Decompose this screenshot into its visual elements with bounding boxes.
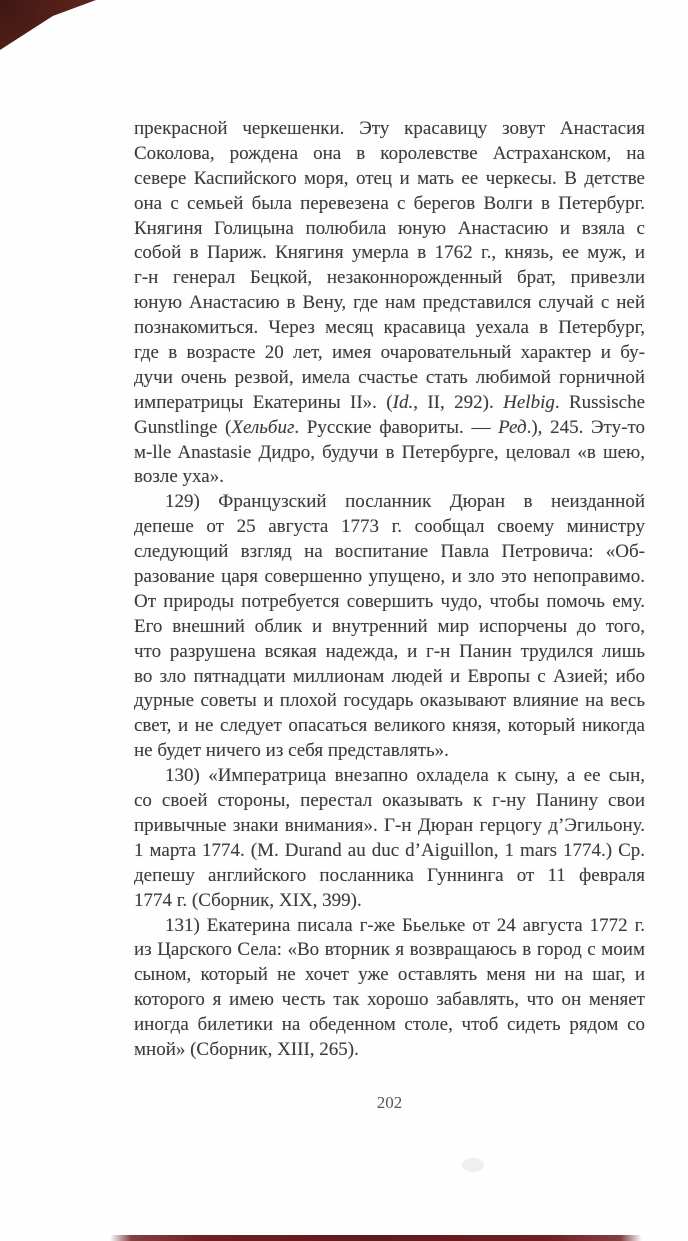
text-line	[134, 615, 645, 640]
text-segment: 1 марта 1774. (M. Durand au duc d’Aiguillon, 1 mars 1774.) Ср.	[134, 839, 645, 861]
paragraph	[134, 490, 645, 764]
text-segment: возле уха».	[134, 466, 224, 488]
text-line	[134, 764, 645, 789]
text-segment: депеше от 25 августа 1773 г. сообщал своему министру	[134, 516, 645, 538]
scan-smudge	[462, 1158, 484, 1172]
text-line	[134, 914, 645, 939]
text-line	[134, 366, 645, 391]
text-line	[134, 316, 645, 341]
text-segment: прекрасной черкешенки. Эту красавицу зовут Анастасия	[134, 118, 645, 139]
text-line	[134, 864, 645, 889]
paragraph	[134, 764, 645, 913]
text-line	[134, 540, 645, 565]
text-line	[134, 341, 645, 366]
text-segment: она с семьей была перевезена с берегов Волги в Петербург.	[134, 192, 645, 214]
text-line	[134, 565, 645, 590]
book-cover-corner	[0, 0, 96, 50]
text-segment: императрицы Екатерины II». (	[134, 391, 393, 413]
text-segment: 131) Екатерина писала г-же Бьельке от 24 августа 1772 г.	[165, 914, 645, 936]
text-line	[134, 739, 645, 764]
text-line	[134, 167, 645, 192]
text-segment: Helbig	[503, 391, 555, 413]
text-segment: которого я имею честь так хорошо забавлять, что он меняет	[134, 989, 645, 1011]
text-segment: Его внешний облик и внутренний мир испорчены до того,	[134, 615, 645, 637]
text-line	[134, 789, 645, 814]
text-segment: 1774 г. (Сборник, XIX, 399).	[134, 889, 362, 911]
text-segment: иногда билетики на обеденном столе, чтоб сидеть рядом со	[134, 1014, 645, 1036]
text-line	[134, 391, 645, 416]
text-line	[134, 142, 645, 167]
book-cover-edge	[110, 1235, 642, 1241]
text-segment: севере Каспийского моря, отец и мать ее черкесы. В детстве	[134, 167, 645, 189]
text-segment: со своей стороны, перестал оказывать к г-ну Панину свои	[134, 790, 645, 812]
text-line	[134, 217, 645, 242]
text-line	[134, 515, 645, 540]
text-segment: сыном, который не хочет уже оставлять меня ни на шаг, и	[134, 964, 645, 986]
text-segment: дурные советы и плохой государь оказывают влияние на весь	[134, 690, 645, 712]
text-line	[134, 988, 645, 1013]
text-line	[134, 266, 645, 291]
text-segment: юную Анастасию в Вену, где нам представился случай с ней	[134, 292, 645, 314]
text-line	[134, 192, 645, 217]
text-segment: познакомиться. Через месяц красавица уехала в Петербург,	[134, 317, 645, 339]
text-line	[134, 665, 645, 690]
text-segment: свет, и не следует опасаться великого князя, который никогда	[134, 715, 645, 737]
text-segment: Ред	[498, 416, 527, 438]
text-line	[134, 889, 645, 914]
text-segment: дучи очень резвой, имела счастье стать любимой горничной	[134, 366, 645, 388]
paragraph	[134, 117, 645, 490]
text-segment: что разрушена всякая надежда, и г-н Панин трудился лишь	[134, 640, 645, 662]
text-segment: г-н генерал Бецкой, незаконнорожденный брат, привезли	[134, 267, 645, 289]
text-line	[134, 938, 645, 963]
text-segment: следующий взгляд на воспитание Павла Петровича: «Об-	[134, 541, 645, 563]
text-segment: 129) Французский посланник Дюран в неизданной	[165, 491, 645, 513]
paragraph	[134, 914, 645, 1063]
text-line	[134, 465, 645, 490]
text-line	[134, 1013, 645, 1038]
text-segment: Соколова, рождена она в королевстве Астраханском, на	[134, 142, 645, 164]
text-segment: , II, 292).	[413, 391, 504, 413]
text-line	[134, 416, 645, 441]
text-line	[134, 117, 645, 142]
text-line	[134, 640, 645, 665]
text-segment: во зло пятнадцати миллионам людей и Европы с Азией; ибо	[134, 665, 645, 687]
text-line	[134, 590, 645, 615]
text-segment: Хельбиг	[231, 416, 295, 438]
text-segment: .), 245. Эту-то	[526, 416, 645, 438]
text-line	[134, 441, 645, 466]
text-segment: Id.	[392, 391, 414, 413]
text-segment: От природы потребуется совершить чудо, чтобы помочь ему.	[134, 590, 645, 612]
text-line	[134, 1038, 645, 1063]
text-segment: где в возрасте 20 лет, имея очаровательный характер и бу-	[134, 342, 645, 364]
text-segment: разование царя совершенно упущено, и зло это непоправимо.	[134, 566, 645, 588]
text-segment: депешу английского посланника Гуннинга от 11 февраля	[134, 864, 645, 886]
text-segment: собой в Париж. Княгиня умерла в 1762 г., князь, ее муж, и	[134, 242, 645, 264]
text-line	[134, 963, 645, 988]
text-segment: 130) «Императрица внезапно охладела к сыну, а ее сын,	[165, 765, 645, 787]
text-line	[134, 714, 645, 739]
text-segment: не будет ничего из себя представлять».	[134, 740, 449, 762]
text-line	[134, 814, 645, 839]
text-segment: Gunstlinge (	[134, 416, 232, 438]
text-line	[134, 241, 645, 266]
text-block	[134, 117, 645, 1063]
text-segment: привычные знаки внимания». Г-н Дюран герцогу д’Эгильону.	[134, 814, 645, 836]
text-segment: мной» (Сборник, XIII, 265).	[134, 1038, 359, 1060]
page-number: 202	[376, 1093, 403, 1112]
text-line	[134, 689, 645, 714]
text-line	[134, 291, 645, 316]
text-segment: . Russische	[554, 391, 645, 413]
text-line	[134, 839, 645, 864]
text-segment: . Русские фавориты. —	[294, 416, 499, 438]
text-segment: Княгиня Голицына полюбила юную Анастасию и взяла с	[134, 217, 645, 239]
text-segment: из Царского Села: «Во вторник я возвращаюсь в город с моим	[134, 939, 645, 961]
text-segment: м-lle Anastasie Дидро, будучи в Петербурге, целовал «в шею,	[134, 441, 645, 463]
text-line	[134, 490, 645, 515]
